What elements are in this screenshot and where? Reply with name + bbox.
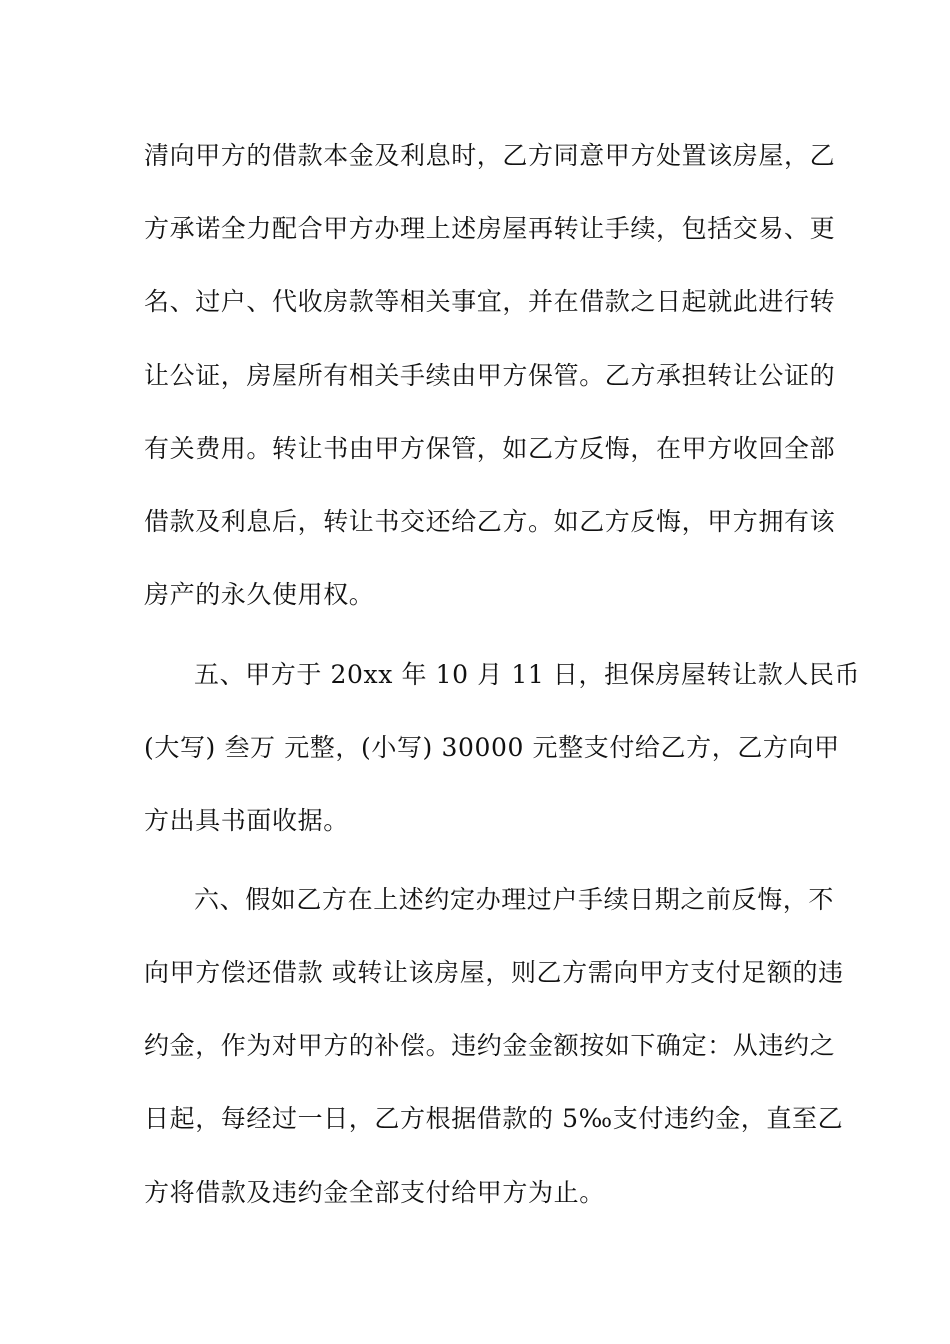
paragraph-line: 方将借款及违约金全部支付给甲方为止。 (144, 1178, 605, 1207)
paragraph-line: 清向甲方的借款本金及利息时，乙方同意甲方处置该房屋，乙 (144, 141, 836, 170)
paragraph-line: 向甲方偿还借款 或转让该房屋，则乙方需向甲方支付足额的违 (144, 958, 844, 987)
paragraph-line: (大写) 叁万 元整，(小写) 30000 元整支付给乙方，乙方向甲 (144, 733, 840, 762)
paragraph-line: 日起，每经过一日，乙方根据借款的 5‰支付违约金，直至乙 (144, 1104, 844, 1133)
paragraph-line: 借款及利息后，转让书交还给乙方。如乙方反悔，甲方拥有该 (144, 507, 836, 536)
paragraph-line: 方承诺全力配合甲方办理上述房屋再转让手续，包括交易、更 (144, 214, 836, 243)
paragraph-line-section-6: 六、假如乙方在上述约定办理过户手续日期之前反悔，不 (194, 885, 835, 914)
paragraph-line: 有关费用。转让书由甲方保管，如乙方反悔，在甲方收回全部 (144, 434, 836, 463)
paragraph-line: 名、过户、代收房款等相关事宜，并在借款之日起就此进行转 (144, 287, 836, 316)
paragraph-line: 房产的永久使用权。 (144, 580, 375, 609)
paragraph-line: 约金，作为对甲方的补偿。违约金金额按如下确定：从违约之 (144, 1031, 836, 1060)
paragraph-line: 让公证，房屋所有相关手续由甲方保管。乙方承担转让公证的 (144, 361, 836, 390)
paragraph-line-section-5: 五、甲方于 20xx 年 10 月 11 日，担保房屋转让款人民币 (194, 660, 861, 689)
paragraph-line: 方出具书面收据。 (144, 806, 349, 835)
